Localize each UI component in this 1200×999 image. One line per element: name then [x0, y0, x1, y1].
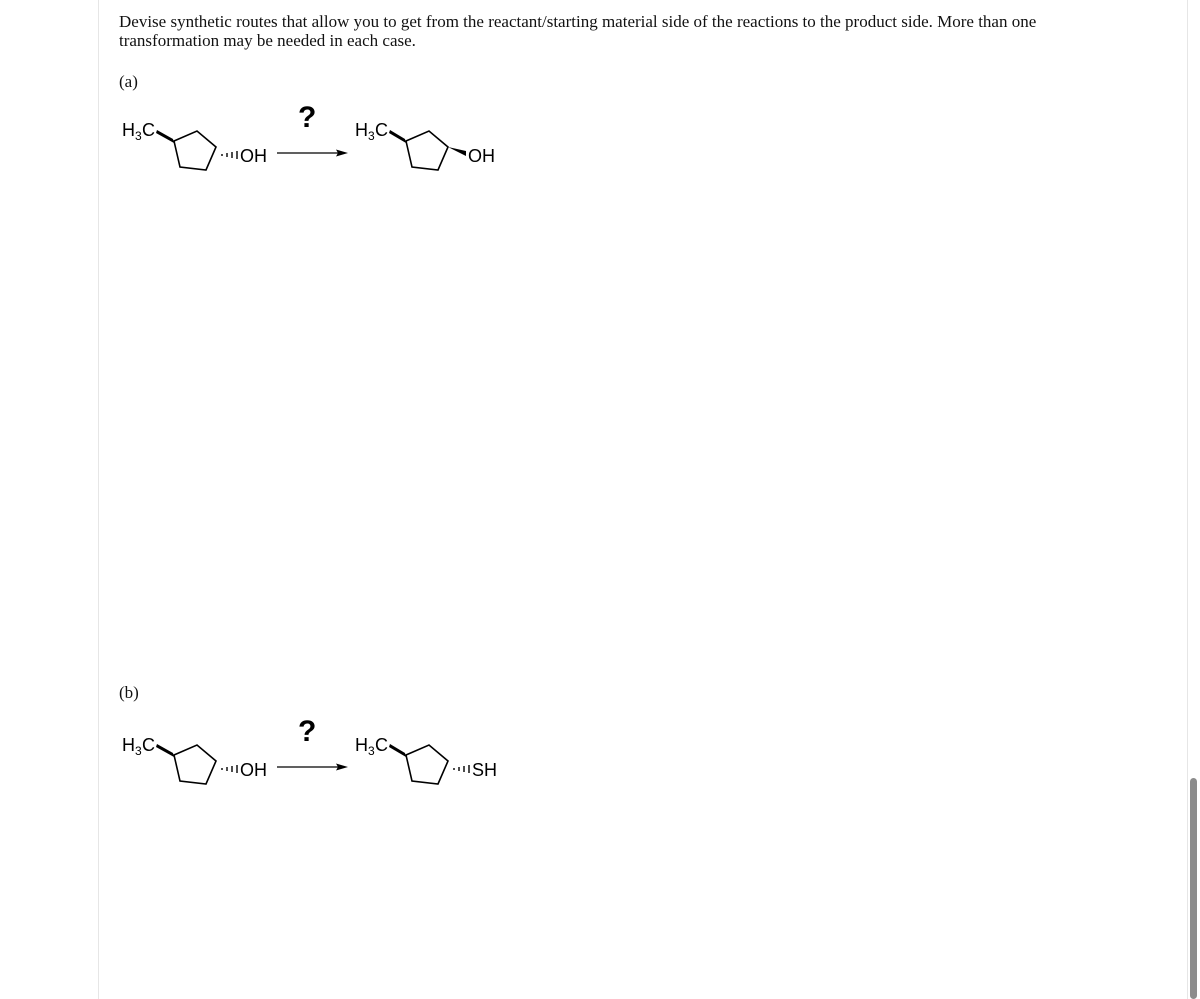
reactant-a-methyl-wedge [156, 130, 174, 143]
scrollbar-thumb[interactable] [1190, 778, 1197, 999]
reaction-scheme-b [0, 705, 1200, 815]
product-a-hydroxyl: OH [468, 146, 495, 166]
product-b-thiol: SH [472, 760, 498, 780]
reaction-scheme-a [0, 95, 1200, 205]
question-instructions: Devise synthetic routes that allow you to get from the reactant/starting material side of the reactions to the product side. More than one transformation may be needed in each case. [119, 12, 1037, 50]
reactant-b-ring [174, 745, 216, 784]
reactant-a-hashed-bond [222, 151, 237, 159]
reactant-a-methyl-c: C [142, 120, 155, 140]
reactant-b-methyl-h: H [122, 735, 135, 755]
reactant-a-molecule [122, 120, 267, 170]
product-b-molecule [355, 735, 497, 784]
reactant-a-methyl-h: H [122, 120, 135, 140]
reagent-a-question-mark: ? [298, 101, 317, 134]
reactant-a-ring [174, 131, 216, 170]
reagent-b-question-mark: ? [298, 715, 317, 748]
reactant-b-methyl-wedge [156, 744, 174, 757]
product-b-ring [406, 745, 448, 784]
part-b-label: (b) [119, 683, 139, 702]
product-b-methyl-c: C [375, 735, 388, 755]
product-b-methyl-sub: 3 [368, 744, 375, 758]
reactant-b-methyl-sub: 3 [135, 744, 142, 758]
reactant-b-hashed-bond [222, 765, 237, 773]
reaction-scheme-a-drawing [0, 95, 1200, 205]
reactant-b-hydroxyl: OH [240, 760, 267, 780]
product-b-methyl-h: H [355, 735, 368, 755]
reactant-b-molecule [122, 735, 267, 784]
product-a-molecule [355, 120, 495, 170]
product-a-methyl-sub: 3 [368, 129, 375, 143]
reactant-b-methyl-c: C [142, 735, 155, 755]
product-a-ring [406, 131, 448, 170]
reactant-a-methyl-sub: 3 [135, 129, 142, 143]
product-b-methyl-wedge [389, 744, 406, 757]
product-b-hashed-bond [454, 765, 469, 773]
reaction-scheme-b-drawing [0, 705, 1200, 815]
product-a-wedge-bond [448, 147, 466, 156]
part-a-label: (a) [119, 72, 138, 91]
product-a-methyl-wedge [389, 130, 406, 143]
reactant-a-hydroxyl: OH [240, 146, 267, 166]
product-a-methyl-h: H [355, 120, 368, 140]
product-a-methyl-c: C [375, 120, 388, 140]
